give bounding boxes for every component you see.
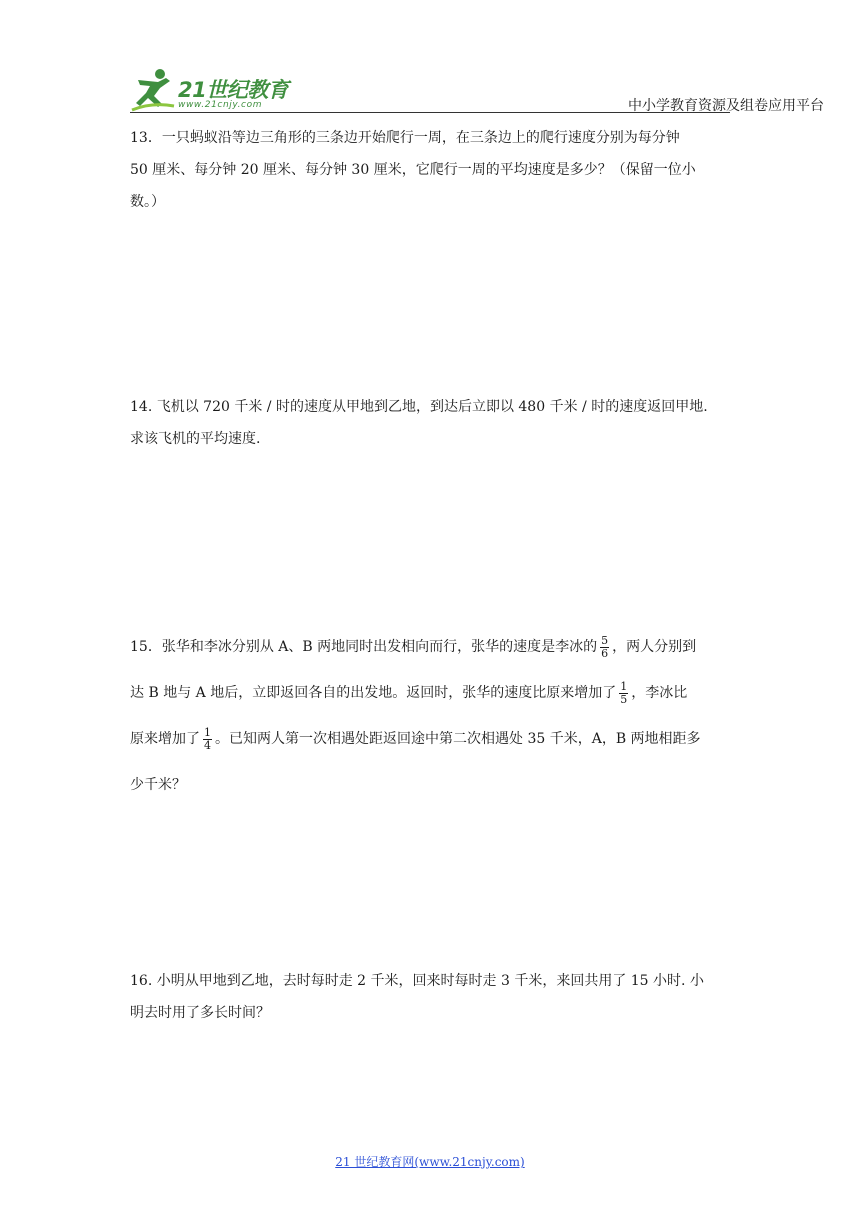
question-text: ，李冰比 <box>631 685 688 701</box>
question-text: ，两人分别到 <box>612 639 697 655</box>
question-line: 求该飞机的平均速度. <box>130 431 261 447</box>
fraction-numerator: 1 <box>204 725 211 739</box>
question-13 <box>130 122 730 218</box>
question-line: 16. 小明从甲地到乙地，去时每时走 2 千米，回来时每时走 3 千米，来回共用了 15 小时. 小 <box>130 973 704 989</box>
question-14 <box>130 391 730 455</box>
question-line: 14. 飞机以 720 千米 / 时的速度从甲地到乙地，到达后立即以 480 千米 / 时的速度返回甲地. <box>130 399 708 415</box>
fraction-one-fifth <box>619 681 628 706</box>
fraction-one-fourth <box>203 727 212 752</box>
fraction-denominator: 4 <box>204 738 211 752</box>
question-text: 达 B 地与 A 地后，立即返回各自的出发地。返回时，张华的速度比原来增加了 <box>130 685 617 701</box>
question-15 <box>130 624 730 808</box>
fraction-numerator: 5 <box>601 633 609 647</box>
question-line <box>130 624 730 670</box>
running-man-logo-icon <box>130 66 176 112</box>
question-line: 少千米？ <box>130 777 186 793</box>
question-text: 原来增加了 <box>130 731 200 747</box>
logo-brand-text: 21世纪教育 <box>178 78 289 102</box>
question-text: 。已知两人第一次相遇处距返回途中第二次相遇处 35 千米，A，B 两地相距多 <box>215 731 701 747</box>
page-footer <box>0 1153 860 1170</box>
question-line: 明去时用了多长时间？ <box>130 1005 270 1021</box>
footer-link[interactable]: 21 世纪教育网(www.21cnjy.com) <box>335 1155 525 1169</box>
question-line: 13．一只蚂蚁沿等边三角形的三条边开始爬行一周，在三条边上的爬行速度分别为每分钟 <box>130 130 680 146</box>
fraction-denominator: 6 <box>601 646 609 660</box>
question-line: 50 厘米、每分钟 20 厘米、每分钟 30 厘米，它爬行一周的平均速度是多少？（保留一位小 <box>130 162 696 178</box>
question-line <box>130 716 730 762</box>
fraction-denominator: 5 <box>620 692 628 706</box>
logo-url-text: www.21cnjy.com <box>178 100 263 110</box>
fraction-five-sixths <box>600 635 609 660</box>
site-title: 中小学教育资源及组卷应用平台 <box>628 98 824 114</box>
question-text: 15．张华和李冰分别从 A、B 两地同时出发相向而行，张华的速度是李冰的 <box>130 639 598 655</box>
question-16 <box>130 965 730 1029</box>
question-line: 数。） <box>130 194 165 210</box>
site-logo <box>130 66 310 118</box>
question-line <box>130 670 730 716</box>
fraction-numerator: 1 <box>620 679 628 693</box>
